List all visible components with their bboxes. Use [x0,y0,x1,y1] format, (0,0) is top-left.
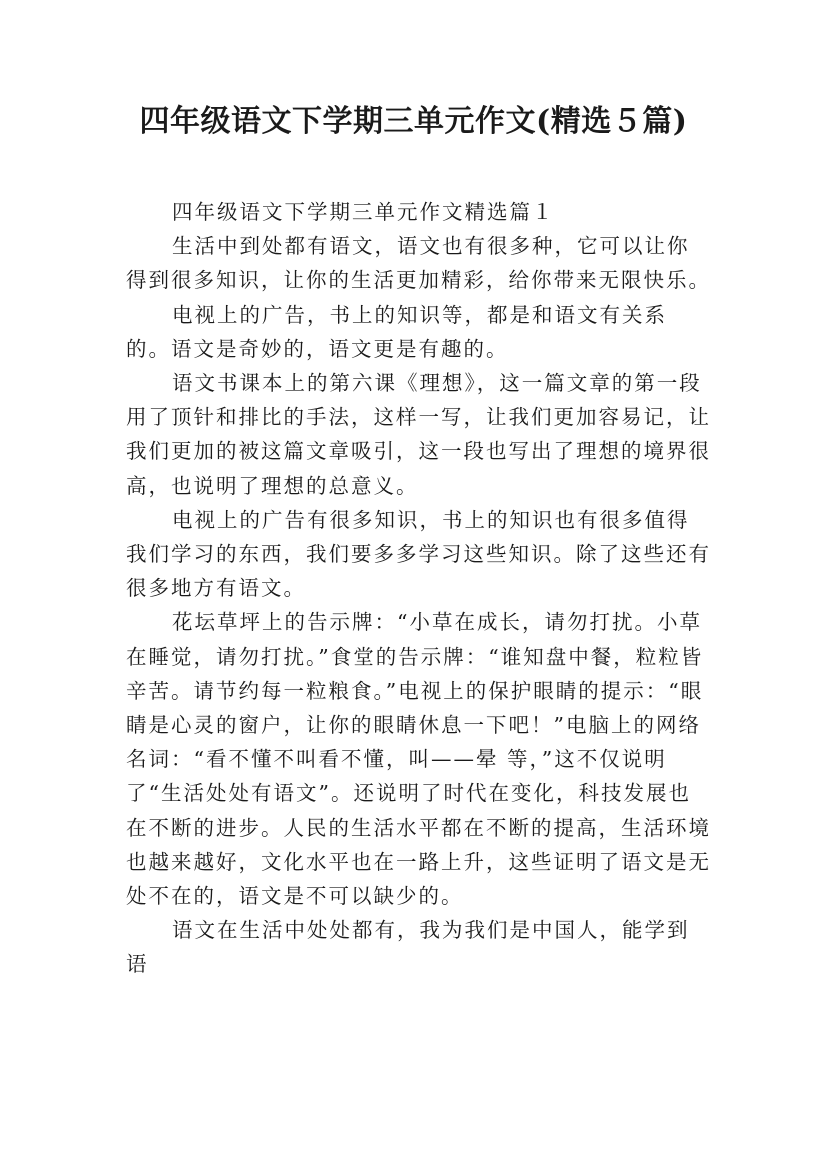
paragraph: 电视上的广告有很多知识，书上的知识也有很多值得我们学习的东西，我们要多多学习这些知识。除了这些还有很多地方有语文。 [126,507,711,601]
document-body [126,195,711,982]
document-title: 四年级语文下学期三单元作文(精选５篇) [139,104,688,139]
section-heading: 四年级语文下学期三单元作文精选篇１ [172,200,555,224]
paragraph: 电视上的广告，书上的知识等，都是和语文有关系的。语文是奇妙的，语文更是有趣的。 [126,302,667,361]
paragraph: 语文书课本上的第六课《理想》，这一篇文章的第一段用了顶针和排比的手法，这样一写，让我们更加容易记，让我们更加的被这篇文章吸引，这一段也写出了理想的境界很高，也说明了理想的总意义。 [126,371,711,498]
paragraph: 语文在生活中处处都有，我为我们是中国人，能学到语 [126,918,690,977]
paragraph: 花坛草坪上的告示牌：“小草在成长，请勿打扰。小草在睡觉，请勿打扰。”食堂的告示牌：“谁知盘中餐，粒粒皆辛苦。请节约每一粒粮食。”电视上的保护眼睛的提示：“眼睛是心灵的窗户，让你的眼睛休息一下吧！”电脑上的网络名词：“看不懂不叫看不懂，叫——晕 等，”这不仅说明了“生活处处有语文”。还说明了时代在变化，科技发展也在不断的进步。人民的生活水平都在不断的提高，生活环境也越来越好，文化水平也在一路上升，这些证明了语文是无处不在的，语文是不可以缺少的。 [126,610,711,909]
paragraph: 生活中到处都有语文，语文也有很多种，它可以让你得到很多知识，让你的生活更加精彩，给你带来无限快乐。 [126,234,711,293]
